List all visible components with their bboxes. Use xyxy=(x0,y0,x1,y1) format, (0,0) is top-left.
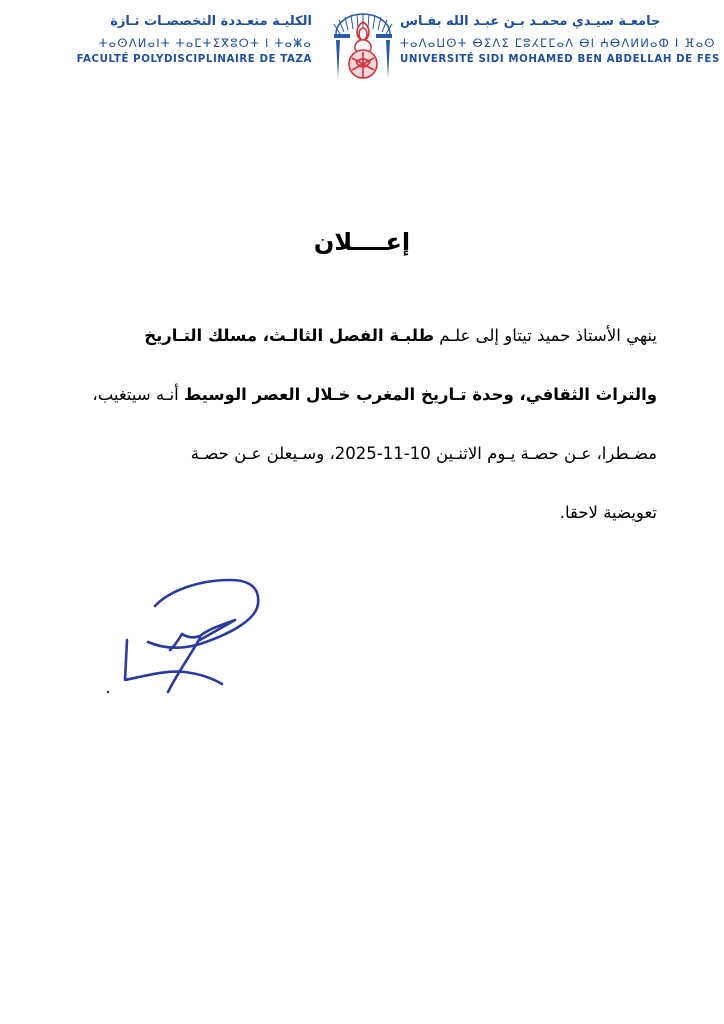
university-header xyxy=(400,12,720,68)
signature-dot xyxy=(107,691,110,694)
emblem-fan-icon xyxy=(334,14,392,34)
university-name-arabic: جامعـة سيـدي محمـد بـن عبـد الله بفـاس xyxy=(400,14,661,29)
body-line-4: تعويضية لاحقا. xyxy=(559,503,657,522)
emblem-center-icon xyxy=(349,22,377,78)
university-emblem-logo xyxy=(328,12,398,84)
body-line-2-regular: أنـه سيتغيب، xyxy=(92,385,185,404)
body-line-2-bold: والتراث الثقافي، وحدة تـاريخ المغرب خـلال العصر الوسيط xyxy=(184,385,657,404)
body-line-2 xyxy=(64,365,657,424)
body-line-3: مضـطرا، عـن حصـة يـوم الاثنـين 10-11-2025، وسـيعلن عـن حصـة xyxy=(190,444,657,463)
emblem-book-left-icon xyxy=(334,34,350,38)
university-name-tifinagh: ⵜⴰⴷⴰⵡⵙⵜ ⴱⵉⴷⵉ ⵎⵓⵃⵎⵎⴰⴷ ⴱⵏ ⵄⴱⴷⵍⵍⴰⵀ ⵏ ⴼⴰⵙ xyxy=(400,36,716,50)
body-line-1-regular: ينهي الأستاذ حميد تيتاو إلى علـم xyxy=(434,326,657,345)
emblem-book-right-icon xyxy=(376,34,392,38)
university-name-french: UNIVERSITÉ SIDI MOHAMED BEN ABDELLAH DE FES xyxy=(400,54,720,65)
body-line-1 xyxy=(64,306,657,365)
letterhead xyxy=(0,0,724,95)
emblem-pillar-left-icon xyxy=(336,40,340,78)
announcement-title: إعــــلان xyxy=(313,228,411,256)
emblem-pillar-right-icon xyxy=(386,40,390,78)
handwritten-signature xyxy=(100,568,285,708)
faculty-name-arabic: الكليـة متعـددة التخصصـات تـازة xyxy=(110,14,312,29)
announcement-body xyxy=(64,306,657,542)
body-line-1-bold: طلبـة الفصل الثالـث، مسلك التـاريخ xyxy=(144,326,435,345)
faculty-name-french: FACULTÉ POLYDISCIPLINAIRE DE TAZA xyxy=(76,54,312,65)
faculty-name-tifinagh: ⵜⴰⵙⴷⵍⴰⵏⵜ ⵜⴰⵎⵜⵉⴳⵓⵔⵜ ⵏ ⵜⴰⵥⴰ xyxy=(98,36,312,50)
faculty-header xyxy=(44,12,312,68)
